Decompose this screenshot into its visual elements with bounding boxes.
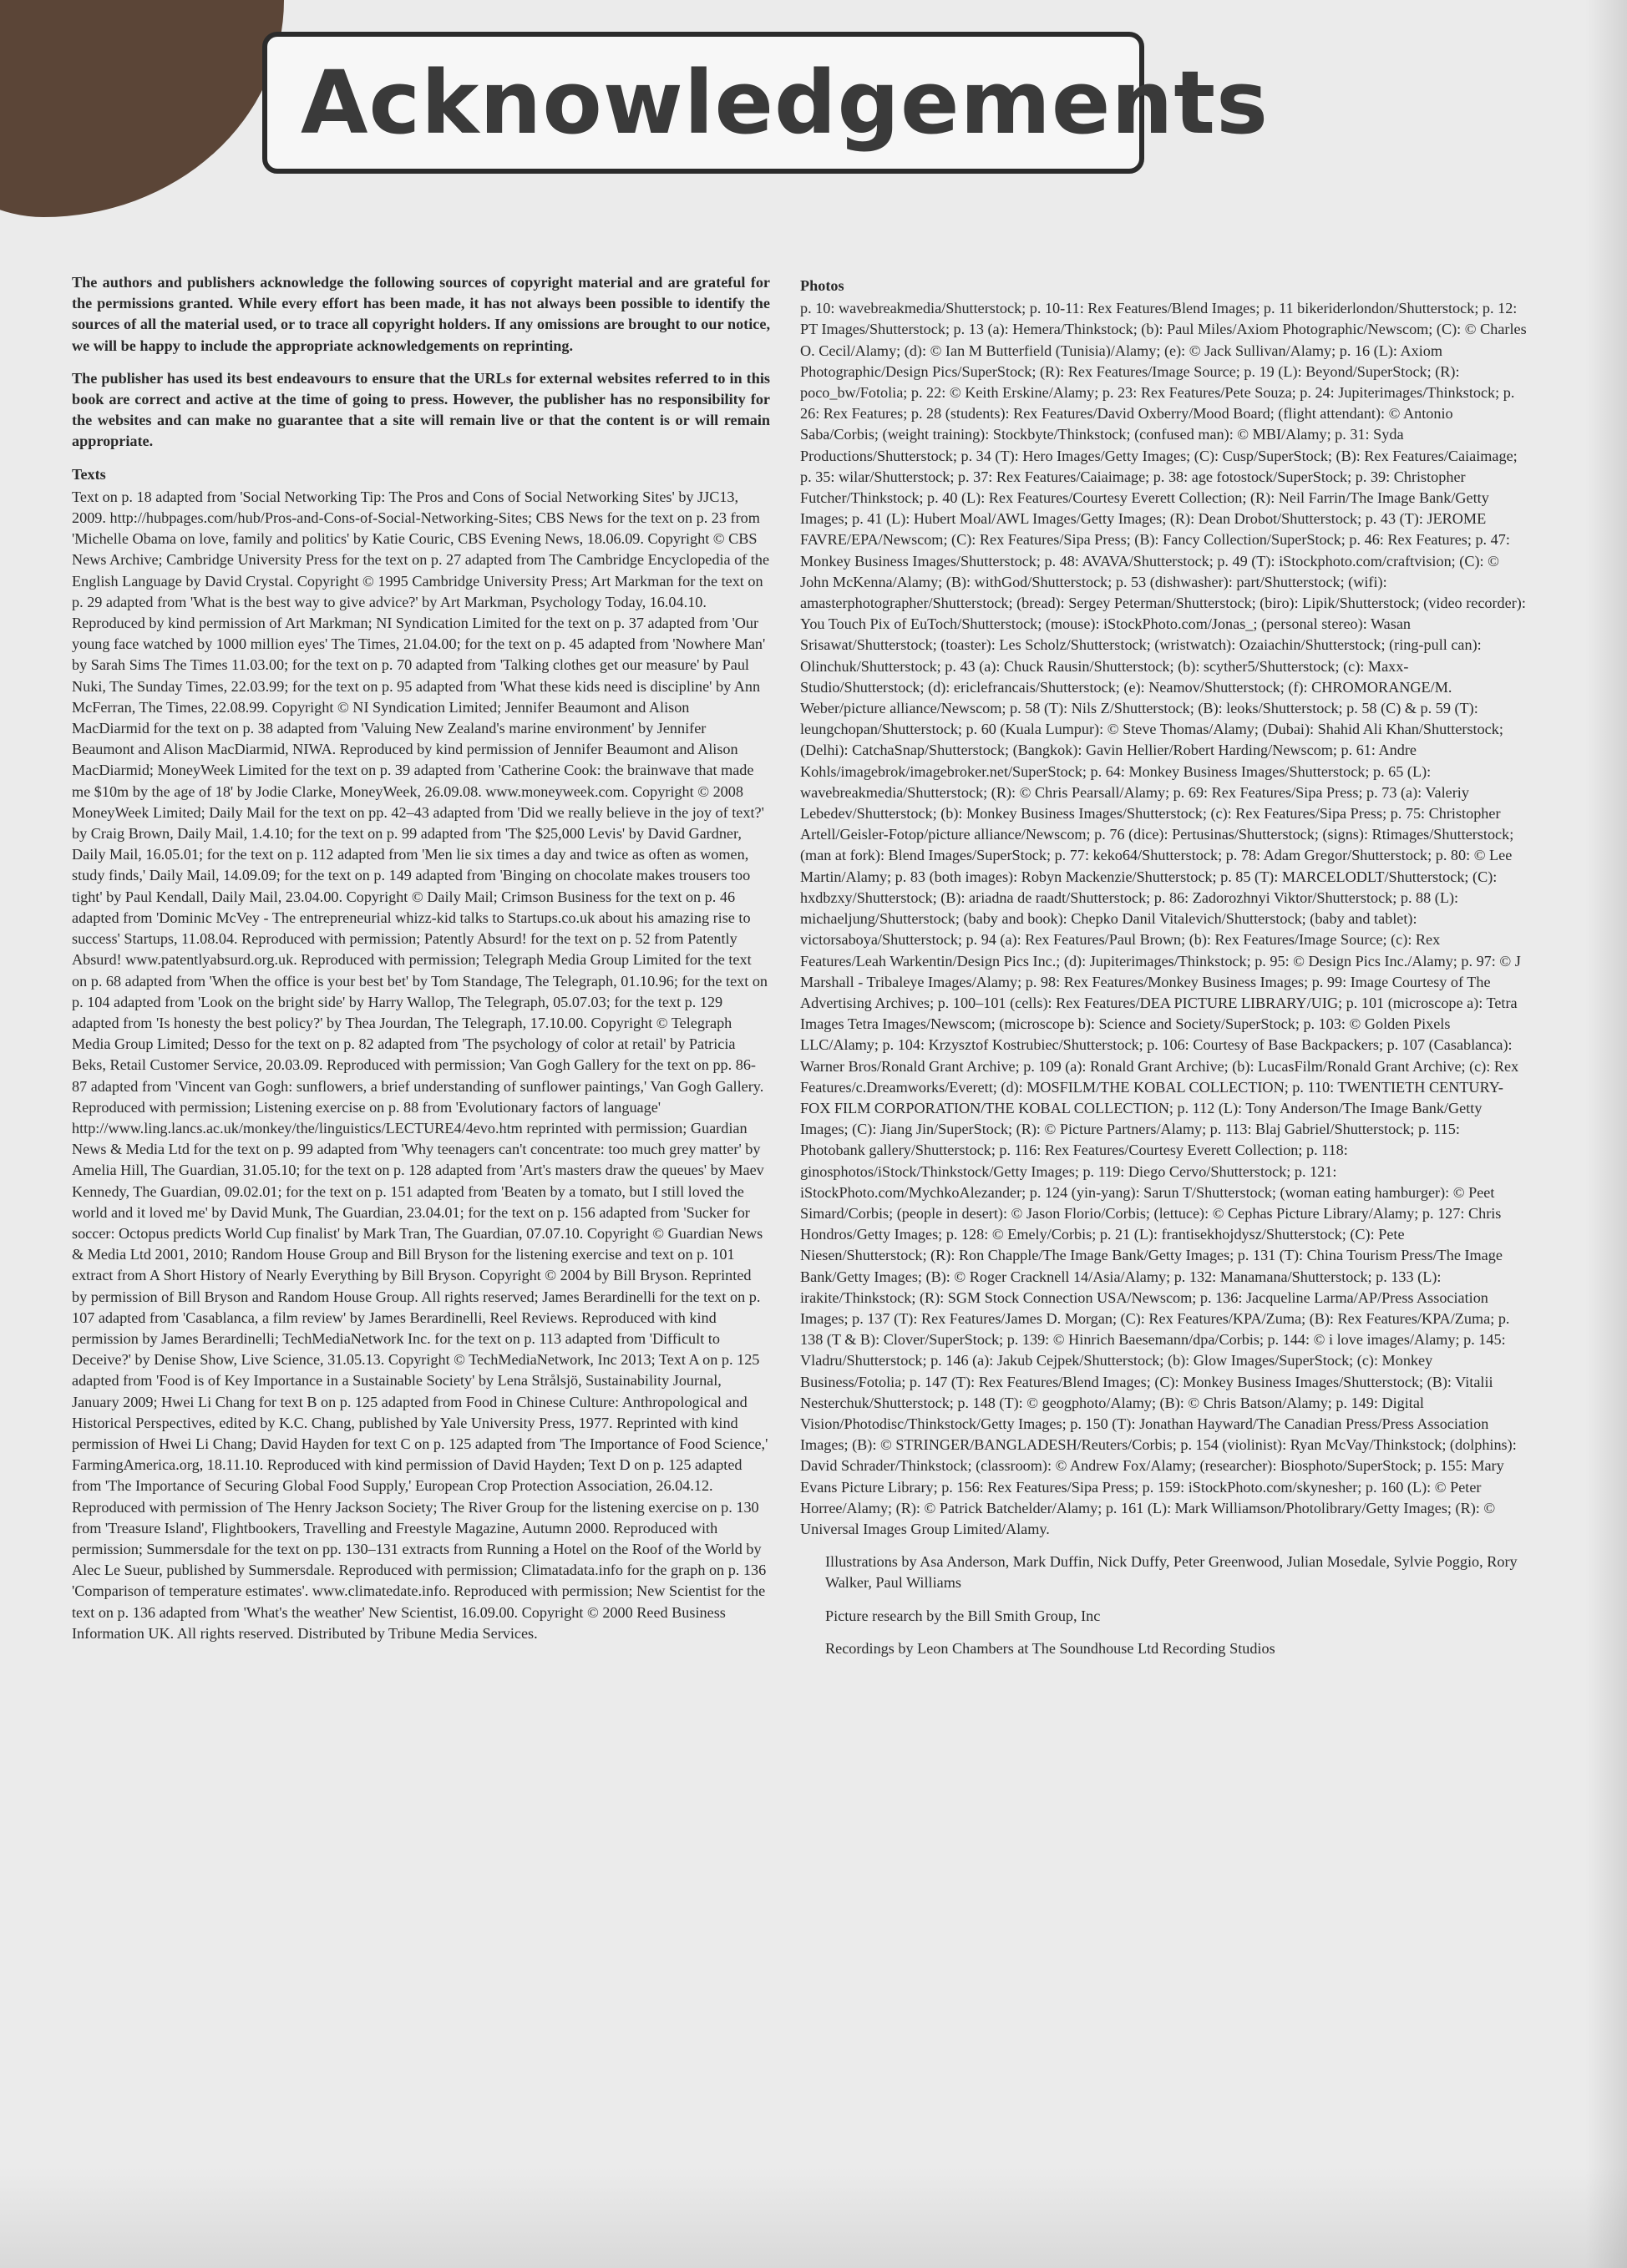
intro-paragraph-copyright: The authors and publishers acknowledge the following sources of copyright material and are grateful for the permissions granted. While every effort has been made, it has not always been possible to identify the sources of all the material used, or to trace all copyright holders. If any omissions are brought to our notice, we will be happy to include the appropriate acknowledgements on reprinting. [72,274,770,354]
texts-credits: Text on p. 18 adapted from 'Social Networking Tip: The Pros and Cons of Social Networking Sites' by JJC13, 2009. http://hubpages.com/hub/Pros-and-Cons-of-Social-Networking-Sites; CBS News for the text on p. 23 from 'Michelle Obama on love, family and politics' by Katie Couric, CBS Evening News, 18.06.09. Copyright © CBS News Archive; Cambridge University Press for the text on p. 27 adapted from The Cambridge Encyclopedia of the English Language by David Crystal. Copyright © 1995 Cambridge University Press; Art Markman for the text on p. 29 adapted from 'What is the best way to give advice?' by Art Markman, Psychology Today, 16.04.10. Reproduced by kind permission of Art Markman; NI Syndication Limited for the text on p. 37 adapted from 'Our young face watched by 1000 million eyes' The Times, 21.04.00; for the text on p. 45 adapted from 'Nowhere Man' by Sarah Sims The Times 11.03.00; for the text on p. 70 adapted from 'Talking clothes get our measure' by Paul Nuki, The Sunday Times, 22.03.99; for the text on p. 95 adapted from 'What these kids need is discipline' by Ann McFerran, The Times, 22.08.99. Copyright © NI Syndication Limited; Jennifer Beaumont and Alison MacDiarmid for the text on p. 38 adapted from 'Valuing New Zealand's marine environment' by Jennifer Beaumont and Alison MacDiarmid, NIWA. Reproduced by kind permission of Jennifer Beaumont and Alison MacDiarmid; MoneyWeek Limited for the text on p. 39 adapted from 'Catherine Cook: the brainwave that made me $10m by the age of 18' by Jodie Clarke, MoneyWeek, 26.09.08. www.moneyweek.com. Copyright © 2008 MoneyWeek Limited; Daily Mail for the text on pp. 42–43 adapted from 'Did we really believe in the joy of text?' by Craig Brown, Daily Mail, 1.4.10; for the text on p. 99 adapted from 'The $25,000 Levis' by David Gardner, Daily Mail, 16.05.01; for the text on p. 112 adapted from 'Men lie six times a day and twice as often as women, study finds,' Daily Mail, 14.09.09; for the text on p. 149 adapted from 'Binging on chocolate makes trousers too tight' by Paul Kendall, Daily Mail, 23.04.00. Copyright © Daily Mail; Crimson Business for the text on p. 46 adapted from 'Dominic McVey - The entrepreneurial whizz-kid talks to Startups.co.uk about his amazing rise to success' Startups, 11.08.04. Reproduced with permission; Patently Absurd! for the text on p. 52 from Patently Absurd! www.patentlyabsurd.org.uk. Reproduced with permission; Telegraph Media Group Limited for the text on p. 68 adapted from 'When the office is your best bet' by Tom Standage, The Telegraph, 01.10.96; for the text on p. 104 adapted from 'Look on the bright side' by Harry Wallop, The Telegraph, 05.07.03; for the text p. 129 adapted from 'Is honesty the best policy?' by Thea Jourdan, The Telegraph, 17.10.00. Copyright © Telegraph Media Group Limited; Desso for the text on p. 82 adapted from 'The psychology of color at retail' by Patricia Beks, Retail Customer Service, 20.03.09. Reproduced with permission; Van Gogh Gallery for the text on pp. 86-87 adapted from 'Vincent van Gogh: sunflowers, a brief understanding of sunflower paintings,' Van Gogh Gallery. Reproduced with permission; Listening exercise on p. 88 from 'Evolutionary factors of language' http://www.ling.lancs.ac.uk/monkey/the/linguistics/LECTURE4/4evo.htm reprinted with permission; Guardian News & Media Ltd for the text on p. 99 adapted from 'Why teenagers can't concentrate: too much grey matter' by Amelia Hill, The Guardian, 31.05.10; for the text on p. 128 adapted from 'Art's masters draw the queues' by Maev Kennedy, The Guardian, 09.02.01; for the text on p. 151 adapted from 'Beaten by a tomato, but I still loved the world and it loved me' by David Munk, The Guardian, 23.04.01; for the text on p. 156 adapted from 'Sucker for soccer: Octopus predicts World Cup finalist' by Mark Tran, The Guardian, 07.07.10. Copyright © Guardian News & Media Ltd 2001, 2010; Random House Group and Bill Bryson for the listening exercise and text on p. 101 extract from A Short History of Nearly Everything by Bill Bryson. Copyright © 2004 by Bill Bryson. Reprinted by permission of Bill Bryson and Random House Group. All rights reserved; James Berardinelli for the text on p. 107 adapted from 'Casablanca, a film review' by James Berardinelli, Reel Reviews. Reproduced with kind permission by James Berardinelli; TechMediaNetwork Inc. for the text on p. 113 adapted from 'Difficult to Deceive?' by Denise Show, Live Science, 31.05.13. Copyright © TechMediaNetwork, Inc 2013; Text A on p. 125 adapted from 'Food is of Key Importance in a Sustainable Society' by Lena Strålsjö, Sustainability Journal, January 2009; Hwei Li Chang for text B on p. 125 adapted from Food in Chinese Culture: Anthropological and Historical Perspectives, edited by K.C. Chang, published by Yale University Press, 1977. Reprinted with kind permission of Hwei Li Chang; David Hayden for text C on p. 125 adapted from 'The Importance of Food Science,' FarmingAmerica.org, 18.11.10. Reproduced with kind permission of David Hayden; Text D on p. 125 adapted from 'The Importance of Securing Global Food Supply,' European Crop Protection Association, 26.04.12. Reproduced with permission of The Henry Jackson Society; The River Group for the listening exercise on p. 130 from 'Treasure Island', Flightbookers, Travelling and Freestyle Magazine, Autumn 2000. Reproduced with permission; Summersdale for the text on pp. 130–131 extracts from Running a Hotel on the Roof of the World by Alec Le Sueur, published by Summersdale. Reproduced with permission; Climatadata.info for the graph on p. 136 'Comparison of temperature estimates'. www.climatedate.info. Reproduced with permission; New Scientist for the text on p. 136 adapted from 'What's the weather' New Scientist, 16.09.00. Copyright © 2000 Reed Business Information UK. All rights reserved. Distributed by Tribune Media Services. [72,488,770,1642]
page-title: Acknowledgements [301,52,1270,154]
page-bottom-shade [0,2168,1627,2268]
picture-research-credit: Picture research by the Bill Smith Group, Inc [825,1607,1101,1624]
left-column [72,272,770,1644]
intro-paragraph-urls: The publisher has used its best endeavours to ensure that the URLs for external websites referred to in this book are correct and active at the time of going to press. However, the publisher has no responsibility for the websites and can make no guarantee that a site will remain live or that the content is or will remain appropriate. [72,369,770,450]
texts-heading: Texts [72,465,106,483]
decorative-corner-shape [0,0,284,217]
right-column [800,272,1528,1659]
recordings-credit: Recordings by Leon Chambers at The Soundhouse Ltd Recording Studios [825,1639,1275,1657]
page-edge-shade [1585,0,1627,2268]
photos-heading: Photos [800,277,844,294]
photos-credits: p. 10: wavebreakmedia/Shutterstock; p. 10-11: Rex Features/Blend Images; p. 11 bikeriderlondon/Shutterstock; p. 12: PT Images/Shutterstock; p. 13 (a): Hemera/Thinkstock; (b): Paul Miles/Axiom Photographic/Newscom; (C): © Charles O. Cecil/Alamy; (d): © Ian M Butterfield (Tunisia)/Alamy; (e): © Jack Sullivan/Alamy; p. 16 (L): Axiom Photographic/Design Pics/SuperStock; (R): Rex Features/Image Source; p. 19 (L): Beyond/SuperStock; (R): poco_bw/Fotolia; p. 22: © Keith Erskine/Alamy; p. 23: Rex Features/Pete Souza; p. 24: Jupiterimages/Thinkstock; p. 26: Rex Features; p. 28 (students): Rex Features/David Oxberry/Mood Board; (flight attendant): © Antonio Saba/Corbis; (weight training): Stockbyte/Thinkstock; (confused man): © MBI/Alamy; p. 31: Syda Productions/Shutterstock; p. 34 (T): Hero Images/Getty Images; (C): Cusp/SuperStock; (B): Rex Features/Caiaimage; p. 35: wilar/Shutterstock; p. 37: Rex Features/Caiaimage; p. 38: age fotostock/SuperStock; p. 39: Christopher Futcher/Thinkstock; p. 40 (L): Rex Features/Courtesy Everett Collection; (R): Neil Farrin/The Image Bank/Getty Images; p. 41 (L): Hubert Moal/AWL Images/Getty Images; (R): Dean Drobot/Shutterstock; p. 43 (T): JEROME FAVRE/EPA/Newscom; (C): Rex Features/Sipa Press; (B): Fancy Collection/SuperStock; p. 46: Rex Features; p. 47: Monkey Business Images/Shutterstock; p. 48: AVAVA/Shutterstock; p. 49 (T): iStockphoto.com/craftvision; (C): © John McKenna/Alamy; (B): withGod/Shutterstock; p. 53 (dishwasher): part/Shutterstock; (wifi): amasterphotographer/Shutterstock; (bread): Sergey Peterman/Shutterstock; (biro): Lipik/Shutterstock; (video recorder): You Touch Pix of EuToch/Shutterstock; (mouse): iStockPhoto.com/Jonas_; (personal stereo): Wasan Srisawat/Shutterstock; (toaster): Les Scholz/Shutterstock; (wristwatch): Ozaiachin/Shutterstock; (ring-pull can): Olinchuk/Shutterstock; p. 43 (a): Chuck Rausin/Shutterstock; (b): scyther5/Shutterstock; (c): Maxx-Studio/Shutterstock; (d): ericlefrancais/Shutterstock; (e): Neamov/Shutterstock; (f): CHROMORANGE/M. Weber/picture alliance/Newscom; p. 58 (T): Nils Z/Shutterstock; (B): leoks/Shutterstock; p. 58 (C) & p. 59 (T): leungchopan/Shutterstock; p. 60 (Kuala Lumpur): © Steve Thomas/Alamy; (Dubai): Shahid Ali Khan/Shutterstock; (Delhi): CatchaSnap/Shutterstock; (Bangkok): Gavin Hellier/Robert Harding/Newscom; p. 61: Andre Kohls/imagebrok/imagebroker.net/SuperStock; p. 64: Monkey Business Images/Shutterstock; p. 65 (L): wavebreakmedia/Shutterstock; (R): © Chris Pearsall/Alamy; p. 69: Rex Features/Sipa Press; p. 73 (a): Valeriy Lebedev/Shutterstock; (b): Monkey Business Images/Shutterstock; (c): Rex Features/Sipa Press; p. 75: Christopher Artell/Geisler-Fotop/picture alliance/Newscom; p. 76 (dice): Pertusinas/Shutterstock; (signs): Rtimages/Shutterstock; (man at fork): Blend Images/SuperStock; p. 77: keko64/Shutterstock; p. 78: Adam Gregor/Shutterstock; p. 80: © Lee Martin/Alamy; p. 83 (both images): Robyn Mackenzie/Shutterstock; p. 85 (T): MARCELODLT/Shutterstock; (C): hxdbzxy/Shutterstock; (B): ariadna de raadt/Shutterstock; p. 86: Zadorozhnyi Viktor/Shutterstock; p. 88 (L): michaeljung/Shutterstock; (baby and book): Chepko Danil Vitalevich/Shutterstock; (baby and tablet): victorsaboya/Shutterstock; p. 94 (a): Rex Features/Paul Brown; (b): Rex Features/Image Source; (c): Rex Features/Leah Warkentin/Design Pics Inc.; (d): Jupiterimages/Thinkstock; p. 95: © Design Pics Inc./Alamy; p. 97: © J Marshall - Tribaleye Images/Alamy; p. 98: Rex Features/Monkey Business Images; p. 99: Image Courtesy of The Advertising Archives; p. 100–101 (cells): Rex Features/DEA PICTURE LIBRARY/UIG; p. 101 (microscope a): Tetra Images Tetra Images/Newscom; (microscope b): Science and Society/SuperStock; p. 103: © Golden Pixels LLC/Alamy; p. 104: Krzysztof Kostrubiec/Shutterstock; p. 106: Courtesy of Base Backpackers; p. 107 (Casablanca): Warner Bros/Ronald Grant Archive; p. 109 (a): Ronald Grant Archive; (b): LucasFilm/Ronald Grant Archive; (c): Rex Features/c.Dreamworks/Everett; (d): MOSFILM/THE KOBAL COLLECTION; p. 110: TWENTIETH CENTURY-FOX FILM CORPORATION/THE KOBAL COLLECTION; p. 112 (L): Tony Anderson/The Image Bank/Getty Images; (C): Jiang Jin/SuperStock; (R): © Picture Partners/Alamy; p. 113: Blaj Gabriel/Shutterstock; p. 115: Photobank gallery/Shutterstock; p. 116: Rex Features/Courtesy Everett Collection; p. 118: ginosphotos/iStock/Thinkstock/Getty Images; p. 119: Diego Cervo/Shutterstock; p. 121: iStockPhoto.com/MychkoAlezander; p. 124 (yin-yang): Sarun T/Shutterstock; (woman eating hamburger): © Peet Simard/Corbis; (people in desert): © Jason Florio/Corbis; (lettuce): © Cephas Picture Library/Alamy; p. 127: Chris Hondros/Getty Images; p. 128: © Emely/Corbis; p. 21 (L): frantisekhojdysz/Shutterstock; (C): Pete Niesen/Shutterstock; (R): Ron Chapple/The Image Bank/Getty Images; p. 131 (T): China Tourism Press/The Image Bank/Getty Images; (B): © Roger Cracknell 14/Asia/Alamy; p. 132: Manamana/Shutterstock; p. 133 (L): irakite/Thinkstock; (R): SGM Stock Connection USA/Newscom; p. 136: Jacqueline Larma/AP/Press Association Images; p. 137 (T): Rex Features/James D. Morgan; (C): Rex Features/KPA/Zuma; (B): Rex Features/KPA/Zuma; p. 138 (T & B): Clover/SuperStock; p. 139: © Hinrich Baesemann/dpa/Corbis; p. 144: © i love images/Alamy; p. 145: Vladru/Shutterstock; p. 146 (a): Jakub Cejpek/Shutterstock; (b): Glow Images/SuperStock; (c): Monkey Business/Fotolia; p. 147 (T): Rex Features/Blend Images; (C): Monkey Business Images/Shutterstock; (B): Vitalii Nesterchuk/Shutterstock; p. 148 (T): © geogphoto/Alamy; (B): © Chris Batson/Alamy; p. 149: Digital Vision/Photodisc/Thinkstock/Getty Images; p. 150 (T): Jonathan Hayward/The Canadian Press/Press Association Images; (B): © STRINGER/BANGLADESH/Reuters/Corbis; p. 154 (violinist): Ryan McVay/Thinkstock; (dolphins): David Schrader/Thinkstock; (classroom): © Andrew Fox/Alamy; (researcher): Biosphoto/SuperStock; p. 155: Mary Evans Picture Library; p. 156: Rex Features/Sipa Press; p. 159: iStockPhoto.com/skynesher; p. 160 (L): © Peter Horree/Alamy; (R): © Patrick Batchelder/Alamy; p. 161 (L): Mark Williamson/Photolibrary/Getty Images; (R): © Universal Images Group Limited/Alamy. [800,300,1527,1537]
title-banner [262,32,1270,174]
illustrations-credit: Illustrations by Asa Anderson, Mark Duffin, Nick Duffy, Peter Greenwood, Julian Mosedale, Sylvie Poggio, Rory Walker, Paul Williams [825,1553,1518,1592]
